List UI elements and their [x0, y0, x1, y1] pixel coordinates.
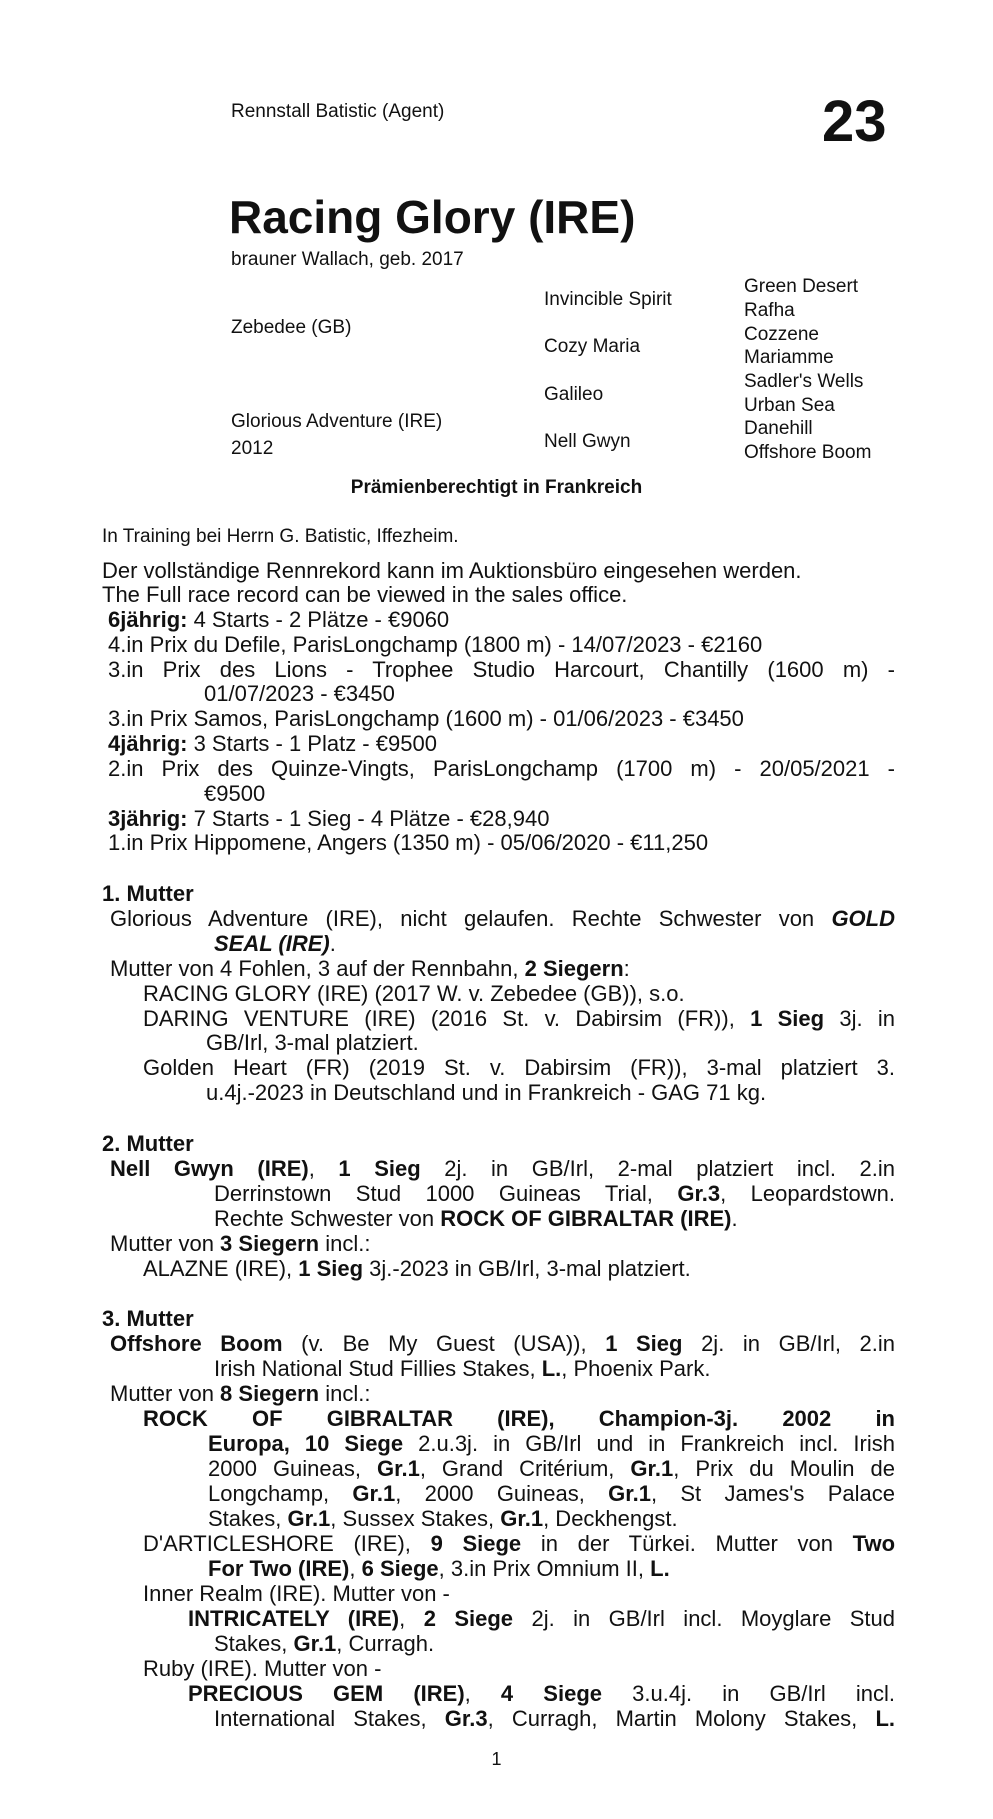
dam2-heading: 2. Mutter	[102, 1131, 194, 1156]
dam1-line: Glorious Adventure (IRE), nicht gelaufen. Rechte Schwester von GOLD	[110, 906, 895, 931]
offspring-entry-cont: Europa, 10 Siege 2.u.3j. in GB/Irl und in Frankreich incl. Irish	[208, 1431, 895, 1456]
record-note-de: Der vollständige Rennrekord kann im Auktionsbüro eingesehen werden.	[102, 558, 802, 583]
dam3-line: Irish National Stud Fillies Stakes, L., Phoenix Park.	[214, 1356, 711, 1381]
pedigree-gen2: Cozy Maria	[544, 336, 641, 357]
pedigree-gen3: Green Desert	[744, 276, 859, 297]
record-note-en: The Full race record can be viewed in the sales office.	[102, 582, 628, 607]
offspring-entry: RACING GLORY (IRE) (2017 W. v. Zebedee (GB)), s.o.	[143, 981, 685, 1006]
season-summary: 4jährig: 3 Starts - 1 Platz - €9500	[108, 731, 437, 756]
dam3-line: Offshore Boom (v. Be My Guest (USA)), 1 Sieg 2j. in GB/Irl, 2.in	[110, 1331, 895, 1356]
offspring-entry: Inner Realm (IRE). Mutter von -	[143, 1581, 450, 1606]
horse-description: brauner Wallach, geb. 2017	[231, 249, 464, 270]
offspring-entry: INTRICATELY (IRE), 2 Siege 2j. in GB/Irl incl. Moyglare Stud	[188, 1606, 896, 1631]
offspring-entry: Ruby (IRE). Mutter von -	[143, 1656, 382, 1681]
offspring-entry-cont: Stakes, Gr.1, Sussex Stakes, Gr.1, Deckhengst.	[208, 1506, 678, 1531]
season-summary: 3jährig: 7 Starts - 1 Sieg - 4 Plätze - €28,940	[108, 806, 550, 831]
lot-number: 23	[822, 89, 887, 154]
offspring-entry: ROCK OF GIBRALTAR (IRE), Champion-3j. 2002 in	[143, 1406, 895, 1431]
offspring-entry-cont: GB/Irl, 3-mal platziert.	[206, 1030, 419, 1055]
horse-name: Racing Glory (IRE)	[229, 191, 636, 243]
season-summary: 6jährig: 4 Starts - 2 Plätze - €9060	[108, 607, 450, 632]
offspring-entry-cont: International Stakes, Gr.3, Curragh, Martin Molony Stakes, L.	[214, 1706, 895, 1731]
offspring-entry: DARING VENTURE (IRE) (2016 St. v. Dabirsim (FR)), 1 Sieg 3j. in	[143, 1006, 895, 1031]
dam1-line: SEAL (IRE).	[214, 931, 336, 956]
race-result: 1.in Prix Hippomene, Angers (1350 m) - 05/06/2020 - €11,250	[108, 830, 709, 855]
race-result: 3.in Prix des Lions - Trophee Studio Harcourt, Chantilly (1600 m) -	[108, 657, 895, 682]
dam3-heading: 3. Mutter	[102, 1306, 194, 1331]
pedigree-gen3: Rafha	[744, 300, 795, 321]
offspring-entry: Golden Heart (FR) (2019 St. v. Dabirsim (FR)), 3-mal platziert 3.	[143, 1055, 895, 1080]
dam2-line: Rechte Schwester von ROCK OF GIBRALTAR (IRE).	[214, 1206, 738, 1231]
offspring-entry: ALAZNE (IRE), 1 Sieg 3j.-2023 in GB/Irl, 3-mal platziert.	[143, 1256, 691, 1281]
pedigree-gen3: Sadler's Wells	[744, 371, 864, 392]
pedigree-gen3: Danehill	[744, 418, 813, 439]
dam-year: 2012	[231, 438, 274, 459]
offspring-entry-cont: For Two (IRE), 6 Siege, 3.in Prix Omnium II, L.	[208, 1556, 670, 1581]
dam1-heading: 1. Mutter	[102, 881, 194, 906]
pedigree-gen2: Invincible Spirit	[544, 289, 672, 310]
bonus-eligibility: Prämienberechtigt in Frankreich	[350, 477, 643, 498]
dam2-line: Derrinstown Stud 1000 Guineas Trial, Gr.3, Leopardstown.	[214, 1181, 896, 1206]
race-result: 4.in Prix du Defile, ParisLongchamp (1800 m) - 14/07/2023 - €2160	[108, 632, 763, 657]
race-result: 3.in Prix Samos, ParisLongchamp (1600 m) - 01/06/2023 - €3450	[108, 706, 744, 731]
pedigree-gen3: Cozzene	[744, 324, 819, 345]
race-result: 2.in Prix des Quinze-Vingts, ParisLongchamp (1700 m) - 20/05/2021 -	[108, 756, 895, 781]
offspring-entry: D'ARTICLESHORE (IRE), 9 Siege in der Türkei. Mutter von Two	[143, 1531, 896, 1556]
dam3-produce: Mutter von 8 Siegern incl.:	[110, 1381, 371, 1406]
race-result-cont: €9500	[204, 781, 266, 806]
pedigree-gen2: Nell Gwyn	[544, 431, 631, 452]
offspring-entry-cont: u.4j.-2023 in Deutschland und in Frankreich - GAG 71 kg.	[206, 1080, 767, 1105]
consignor: Rennstall Batistic (Agent)	[231, 101, 445, 122]
dam2-line: Nell Gwyn (IRE), 1 Sieg 2j. in GB/Irl, 2-mal platziert incl. 2.in	[110, 1156, 895, 1181]
training-info: In Training bei Herrn G. Batistic, Iffezheim.	[102, 526, 459, 547]
pedigree-gen3: Urban Sea	[744, 395, 835, 416]
offspring-entry-cont: Longchamp, Gr.1, 2000 Guineas, Gr.1, St James's Palace	[208, 1481, 895, 1506]
dam2-produce: Mutter von 3 Siegern incl.:	[110, 1231, 371, 1256]
offspring-entry-cont: 2000 Guineas, Gr.1, Grand Critérium, Gr.1, Prix du Moulin de	[208, 1456, 895, 1481]
pedigree-gen3: Mariamme	[744, 347, 834, 368]
race-result-cont: 01/07/2023 - €3450	[204, 681, 395, 706]
page-number: 1	[491, 1749, 502, 1769]
pedigree-gen3: Offshore Boom	[744, 442, 872, 463]
offspring-entry: PRECIOUS GEM (IRE), 4 Siege 3.u.4j. in GB/Irl incl.	[188, 1681, 895, 1706]
pedigree-gen2: Galileo	[544, 384, 604, 405]
offspring-entry-cont: Stakes, Gr.1, Curragh.	[214, 1631, 435, 1656]
dam: Glorious Adventure (IRE)	[231, 411, 443, 432]
dam1-produce: Mutter von 4 Fohlen, 3 auf der Rennbahn, 2 Siegern:	[110, 956, 630, 981]
sire: Zebedee (GB)	[231, 317, 352, 338]
